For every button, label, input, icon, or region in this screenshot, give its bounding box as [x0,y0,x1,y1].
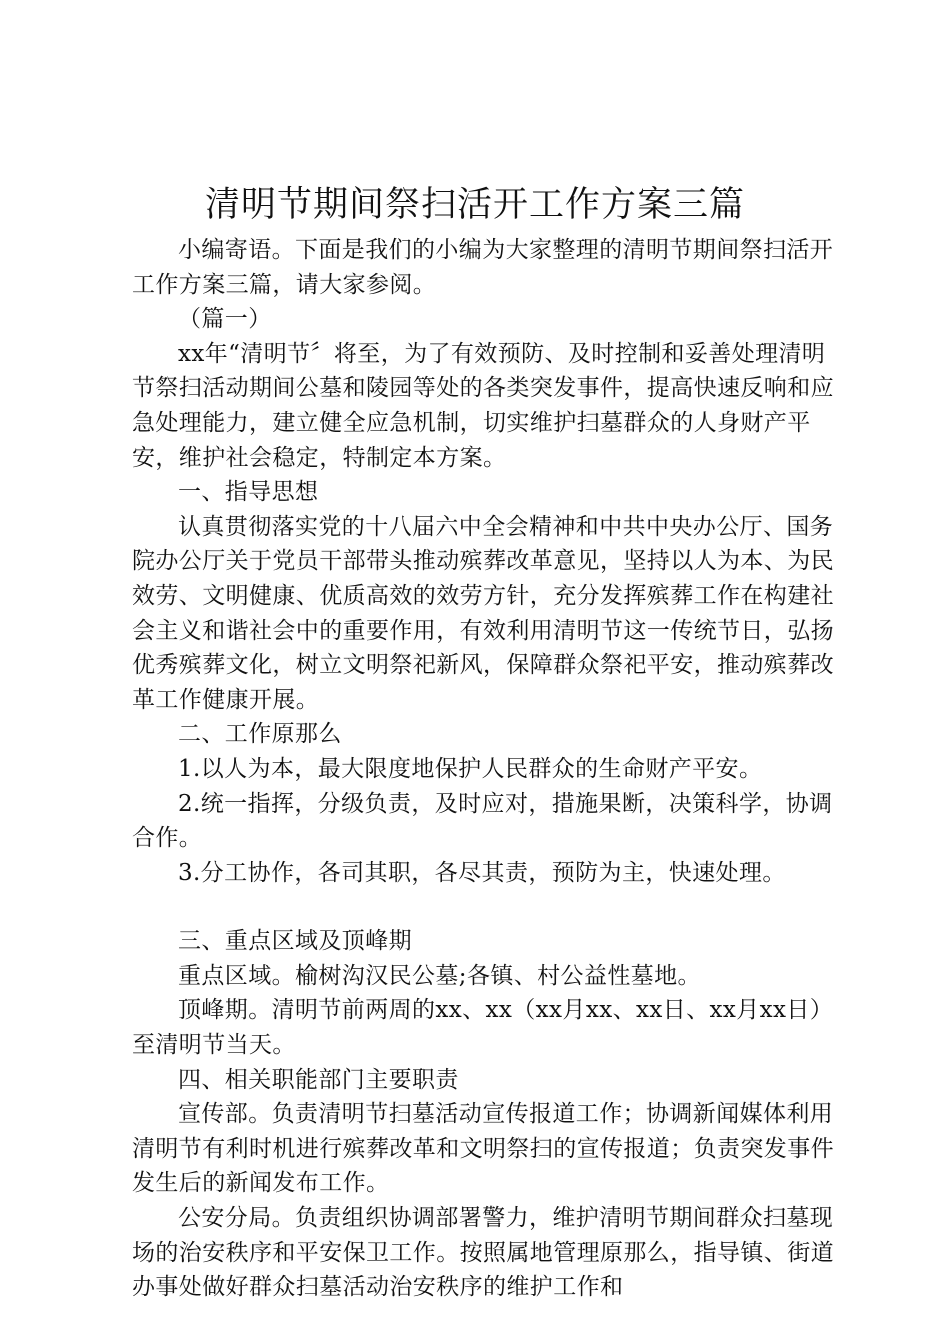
heading-guiding-ideology: 一、指导思想 [178,479,319,506]
document-title: 清明节期间祭扫活开工作方案三篇 [204,185,745,225]
paragraph-part-one-label: （篇一） [178,306,272,333]
paragraph-peak-period: 顶峰期。清明节前两周的xx、xx（xx月xx、xx日、xx月xx日）至清明节当天。 [132,997,834,1059]
heading-department-duties: 四、相关职能部门主要职责 [178,1066,459,1093]
principle-item-2: 2.统一指挥，分级负责，及时应对，措施果断，决策科学，协调合作。 [132,790,833,852]
principle-item-1: 1.以人为本，最大限度地保护人民群众的生命财产平安。 [178,755,763,782]
paragraph-key-areas: 重点区域。榆树沟汉民公墓;各镇、村公益性墓地。 [178,962,701,989]
paragraph-intro: 小编寄语。下面是我们的小编为大家整理的清明节期间祭扫活开工作方案三篇，请大家参阅。 [132,237,834,298]
paragraph-public-security: 公安分局。负责组织协调部署警力，维护清明节期间群众扫墓现场的治安秩序和平安保卫工作。按照属地管理原那么，指导镇、街道办事处做好群众扫墓活动治安秩序的维护工作和 [132,1205,834,1301]
paragraph-publicity-dept: 宣传部。负责清明节扫墓活动宣传报道工作；协调新闻媒体利用清明节有利时机进行殡葬改革和文明祭扫的宣传报道；负责突发事件发生后的新闻发布工作。 [132,1101,834,1197]
principle-item-3: 3.分工协作，各司其职，各尽其责，预防为主，快速处理。 [178,859,786,886]
blank-line [132,890,834,924]
heading-key-areas: 三、重点区域及顶峰期 [178,928,412,955]
paragraph-guiding-ideology: 认真贯彻落实党的十八届六中全会精神和中共中央办公厅、国务院办公厅关于党员干部带头推动殡葬改革意见，坚持以人为本、为民效劳、文明健康、优质高效的效劳方针，充分发挥殡葬工作在构建社会主义和谐社会中的重要作用，有效利用清明节这一传统节日，弘扬优秀殡葬文化，树立文明祭祀新风，保障群众祭祀平安，推动殡葬改革工作健康开展。 [132,513,834,713]
paragraph-preamble: xx年“清明节〞将至，为了有效预防、及时控制和妥善处理清明节祭扫活动期间公墓和陵园等处的各类突发事件，提高快速反响和应急处理能力，建立健全应急机制，切实维护扫墓群众的人身财产平安，维护社会稳定，特制定本方案。 [132,340,834,471]
heading-work-principles: 二、工作原那么 [178,721,342,748]
document-body [132,233,834,1305]
